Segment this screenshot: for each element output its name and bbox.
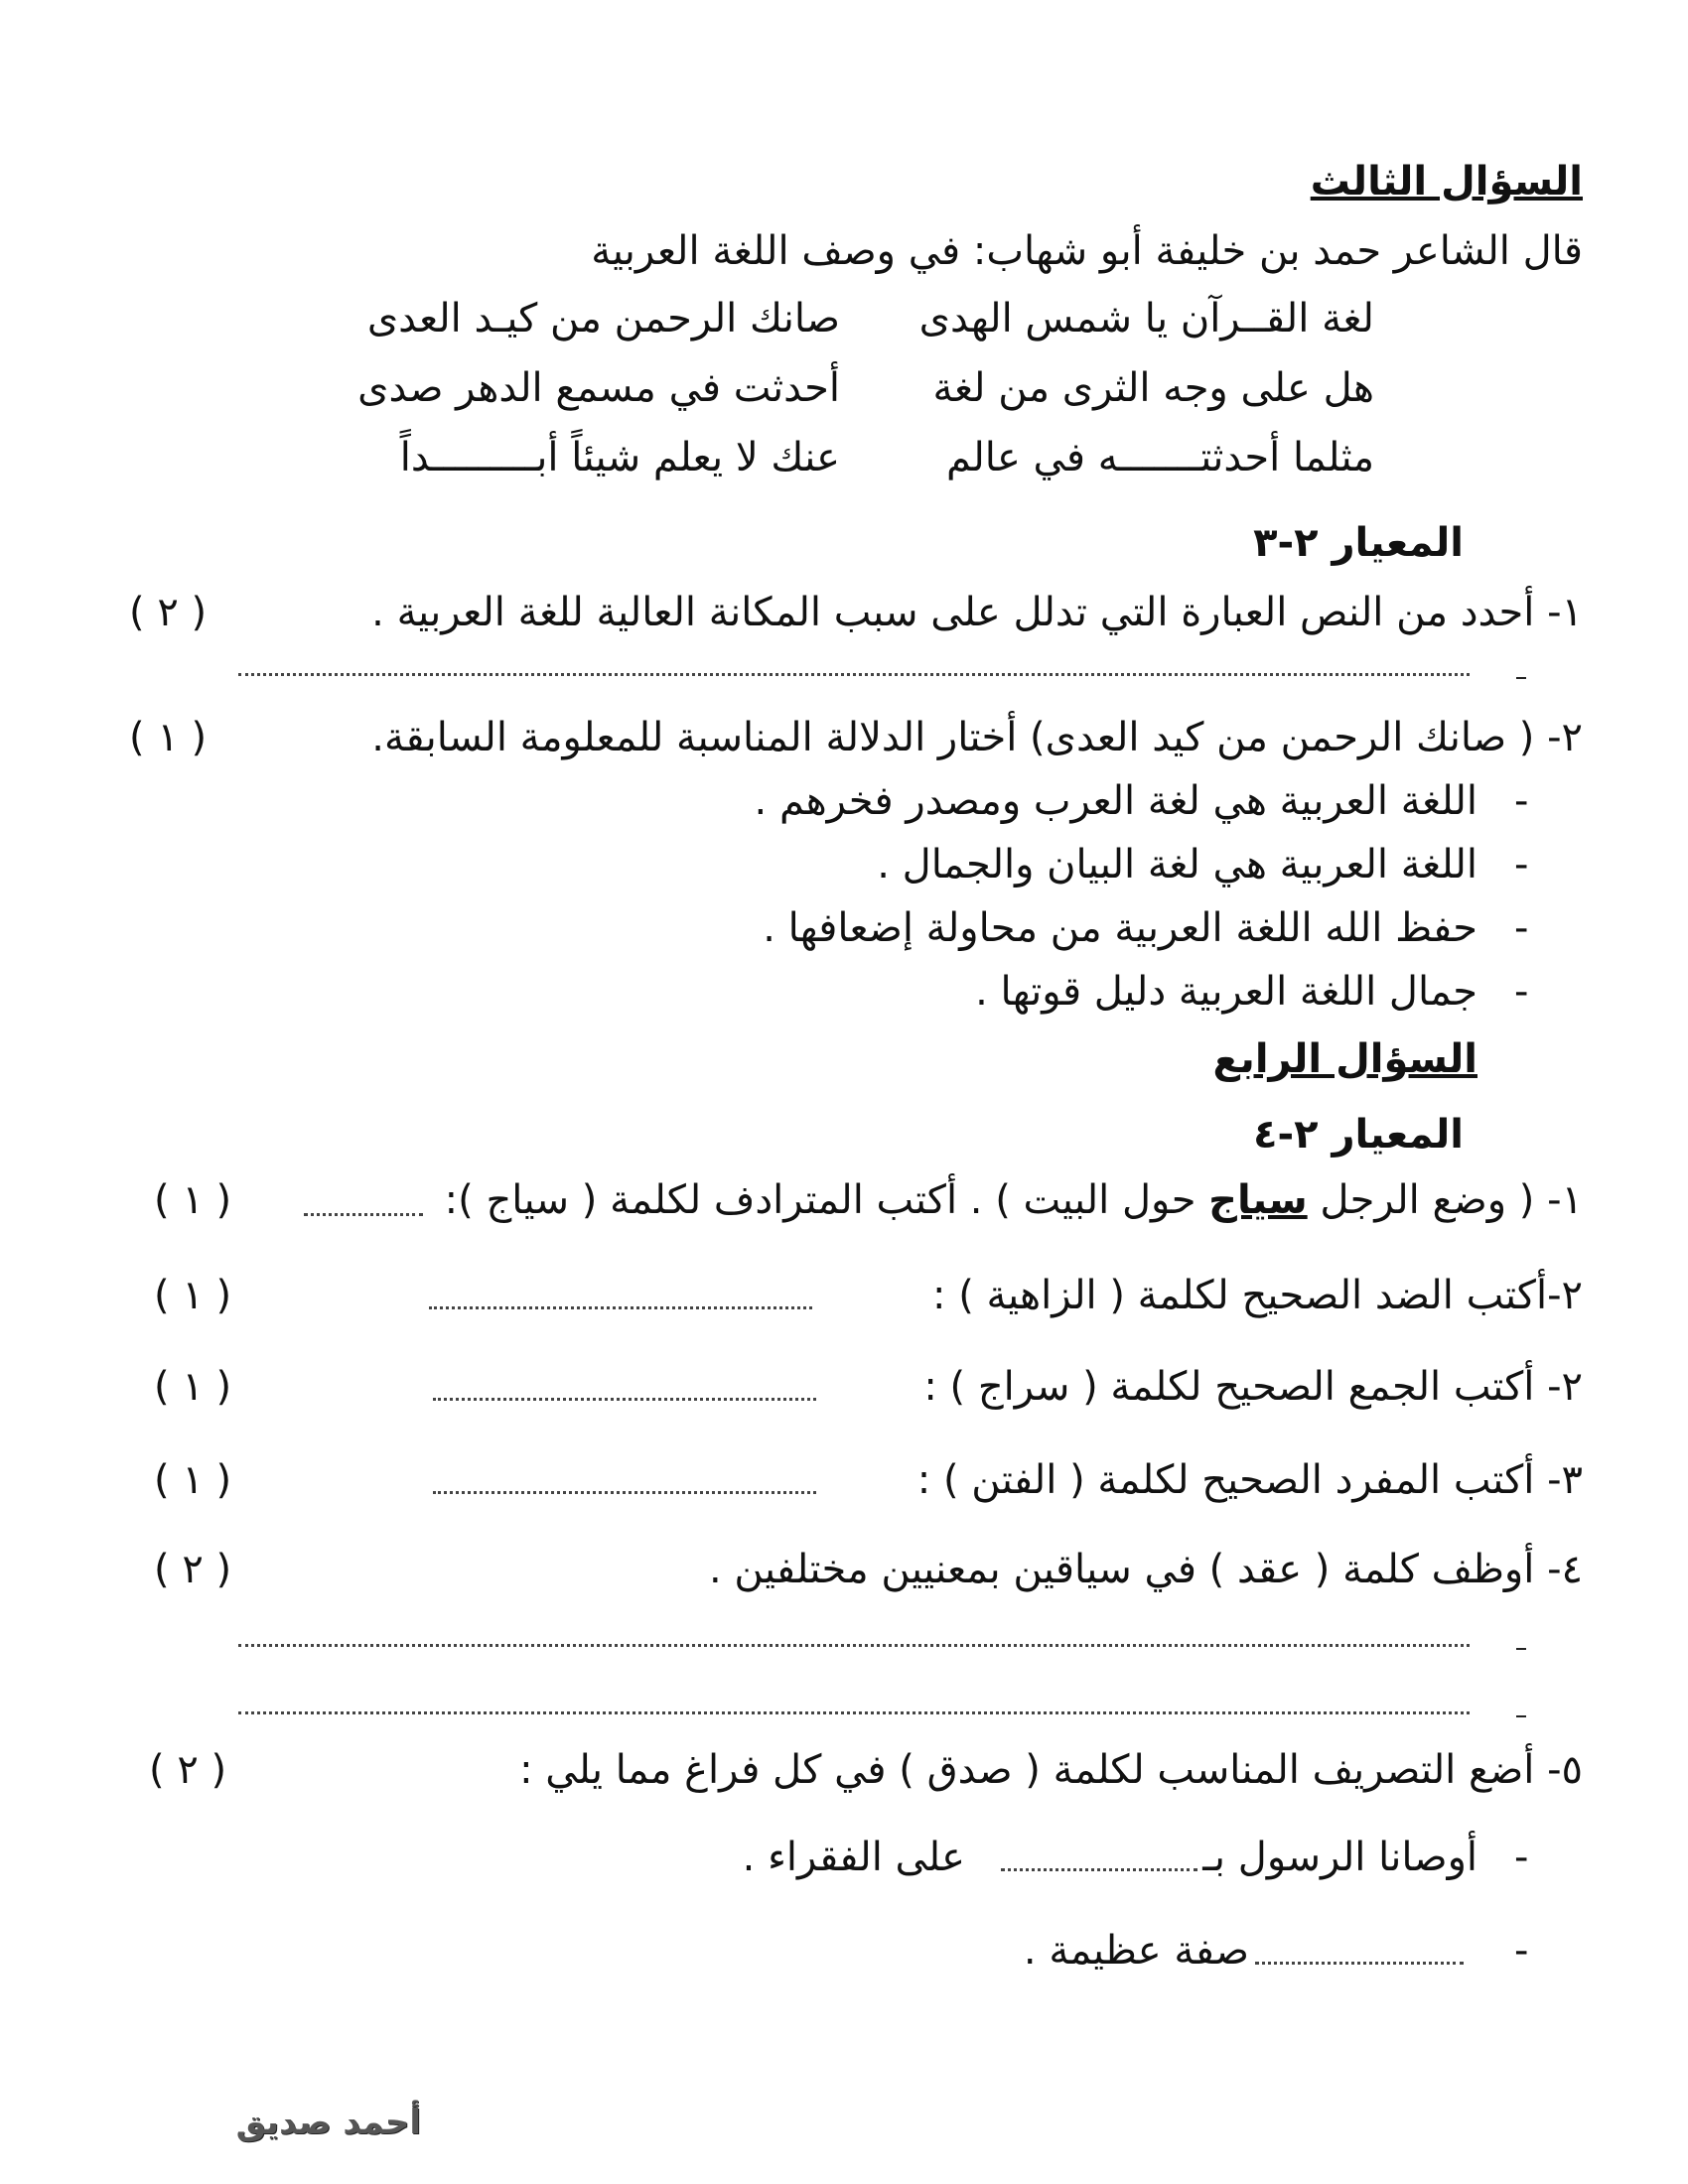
- verse-2-first: هل على وجه الثرى من لغة: [932, 365, 1374, 411]
- q4-item-3: ٢- أكتب الجمع الصحيح لكلمة ( سراج ) :: [923, 1364, 1583, 1410]
- q4-item-4-mark: ( ١ ): [154, 1457, 232, 1503]
- answer-line[interactable]: [433, 1491, 816, 1494]
- verse-1-first: لغة القــرآن يا شمس الهدى: [918, 296, 1374, 341]
- q3-item-2-mark: ( ١ ): [129, 715, 208, 760]
- verse-3-first: مثلما أحدثتـــــــه في عالم: [945, 435, 1374, 480]
- q4-item-4: ٣- أكتب المفرد الصحيح لكلمة ( الفتن ) :: [916, 1457, 1583, 1503]
- question-3-heading: السؤال الثالث: [1310, 159, 1583, 205]
- bullet-icon: -: [1514, 778, 1529, 824]
- option-2: اللغة العربية هي لغة البيان والجمال .: [877, 842, 1477, 887]
- q4-item-2-mark: ( ١ ): [154, 1273, 232, 1318]
- q4-item-1-mark: ( ١ ): [154, 1177, 232, 1223]
- answer-line[interactable]: [238, 1644, 1470, 1647]
- verse-1-second: صانك الرحمن من كيـد العدى: [366, 296, 840, 341]
- answer-line[interactable]: [238, 1711, 1470, 1714]
- answer-dash: [1516, 1715, 1526, 1717]
- answer-line[interactable]: [238, 673, 1470, 676]
- q4-item-1: [445, 1175, 1583, 1225]
- q4-item-6: ٥- أضع التصريف المناسب لكلمة ( صدق ) في كل فراغ مما يلي :: [519, 1747, 1583, 1793]
- answer-line[interactable]: [1001, 1868, 1197, 1871]
- q4-item-3-mark: ( ١ ): [154, 1364, 232, 1410]
- q3-item-1-mark: ( ٢ ): [129, 590, 208, 635]
- q4-item-1-post: حول البيت ) . أكتب المترادف لكلمة ( سياج ):: [444, 1177, 1209, 1223]
- standard-2-3: المعيار ٢-٣: [1253, 520, 1464, 566]
- answer-line[interactable]: [304, 1213, 423, 1216]
- q3-item-2: ٢- ( صانك الرحمن من كيد العدى) أختار الدلالة المناسبة للمعلومة السابقة.: [371, 715, 1583, 760]
- bullet-icon: -: [1514, 969, 1529, 1015]
- q3-item-1: ١- أحدد من النص العبارة التي تدلل على سبب المكانة العالية للغة العربية .: [371, 590, 1583, 635]
- fill-2-post: صفة عظيمة .: [1023, 1928, 1249, 1974]
- answer-dash: [1516, 677, 1526, 679]
- q4-item-6-mark: ( ٢ ): [149, 1747, 227, 1793]
- question-4-heading: السؤال الرابع: [1212, 1036, 1477, 1082]
- q4-item-2: ٢-أكتب الضد الصحيح لكلمة ( الزاهية ) :: [932, 1273, 1583, 1318]
- poem-intro: قال الشاعر حمد بن خليفة أبو شهاب: في وصف اللغة العربية: [591, 228, 1583, 274]
- q4-item-1-pre: ١- ( وضع الرجل: [1307, 1177, 1583, 1223]
- answer-line[interactable]: [429, 1306, 812, 1309]
- signature: أحمد صديق: [235, 2103, 421, 2142]
- verse-2-second: أحدثت في مسمع الدهر صدى: [357, 365, 840, 411]
- option-1: اللغة العربية هي لغة العرب ومصدر فخرهم .: [754, 778, 1477, 824]
- bullet-icon: -: [1514, 1835, 1529, 1880]
- fill-1-post: على الفقراء .: [742, 1835, 965, 1880]
- standard-2-4: المعيار ٢-٤: [1253, 1112, 1464, 1158]
- answer-line[interactable]: [433, 1398, 816, 1401]
- verse-3-second: عنك لا يعلم شيئاً أبـــــــــداً: [399, 435, 840, 480]
- option-3: حفظ الله اللغة العربية من محاولة إضعافها .: [763, 905, 1477, 951]
- bullet-icon: -: [1514, 1928, 1529, 1974]
- option-4: جمال اللغة العربية دليل قوتها .: [975, 969, 1477, 1015]
- q4-item-5: ٤- أوظف كلمة ( عقد ) في سياقين بمعنيين مختلفين .: [708, 1547, 1583, 1592]
- bullet-icon: -: [1514, 842, 1529, 887]
- bullet-icon: -: [1514, 905, 1529, 951]
- fill-1-pre: أوصانا الرسول بـ: [1202, 1835, 1477, 1880]
- q4-item-5-mark: ( ٢ ): [154, 1547, 232, 1592]
- q4-item-1-word: سياج: [1208, 1177, 1308, 1223]
- answer-dash: [1516, 1648, 1526, 1650]
- answer-line[interactable]: [1255, 1962, 1464, 1965]
